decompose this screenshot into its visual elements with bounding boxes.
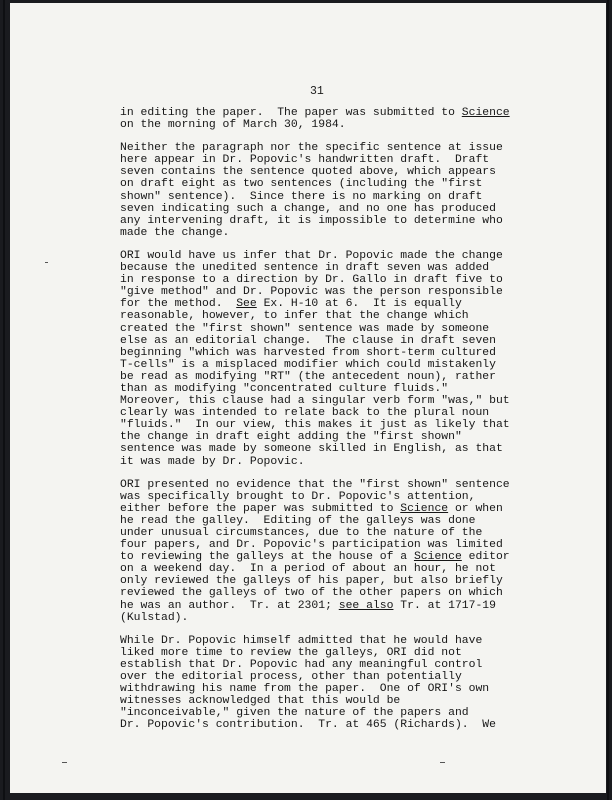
text-line: ORI would have us infer that Dr. Popovic made the change [120,249,503,262]
text-line: under unusual circumstances, due to the nature of the [120,527,483,539]
text-line: made the change. [120,226,230,239]
text-line: (Kulstad). [120,611,189,624]
text-line: because the unedited sentence in draft seven was added [120,262,490,275]
text-line: seven contains the sentence quoted above, which appears [120,166,496,179]
text-line: witnesses acknowledged that this would be [120,695,401,708]
text-line: four papers, and Dr. Popovic's participation was limited [120,539,503,552]
text-line: he read the galley. Editing of the galleys was done [120,514,476,527]
paragraph-3 [120,250,550,468]
text-line: withdrawing his name from the paper. One of ORI's own [120,683,490,696]
page-number: 31 [310,85,324,98]
text-line: Dr. Popovic's contribution. Tr. at 465 (Richards). We [120,719,496,732]
text-line: on the morning of March 30, 1984. [120,119,346,132]
text-line: "inconceivable," given the nature of the papers and [120,707,469,720]
text-run: either before the paper was submitted to [120,502,401,515]
text-line: beginning "which was harvested from short-term cultured [120,346,496,359]
scan-speck [45,262,48,263]
citation-see-also: see also [338,599,394,612]
citation-science: Science [413,551,462,564]
paragraph-1 [120,107,550,131]
text-line: on draft eight as two sentences (including the "first [120,178,483,191]
text-run: Ex. H-10 at 6. It is equally [256,298,462,311]
citation-see: See [236,298,257,311]
text-line: sentence was made by someone skilled in English, as that [120,443,503,456]
text-line [120,551,550,563]
text-line: seven indicating such a change, and no one has produced [120,202,496,215]
paragraph-5 [120,635,550,732]
text-line [120,503,550,515]
text-line: the change in draft eight adding the "first shown" [120,431,462,444]
text-line: "fluids." In our view, this makes it just as likely that [120,419,510,432]
text-line [120,600,550,612]
text-line: ORI presented no evidence that the "first shown" sentence [120,478,510,491]
text-line: Moreover, this clause had a singular verb form "was," but [120,395,510,408]
text-line: reasonable, however, to infer that the change which [120,310,469,323]
text-line [120,298,550,310]
text-line: over the editorial process, other than potentially [120,671,462,684]
text-line: created the "first shown" sentence was made by someone [120,322,490,335]
text-line: shown" sentence). Since there is no marking on draft [120,190,483,203]
text-line: "give method" and Dr. Popovic was the person responsible [120,286,503,299]
document-body [120,107,550,743]
text-line: else as an editorial change. The clause in draft seven [120,334,496,347]
text-line: any intervening draft, it is impossible to determine who [120,214,503,227]
scan-right-edge [607,0,609,800]
text-run: to reviewing the galleys at the house of a [120,551,414,564]
paragraph-4 [120,479,550,624]
text-line: reviewed the galleys of two of the other papers on which [120,587,503,600]
text-line: liked more time to review the galleys, ORI did not [120,646,462,659]
paragraph-2 [120,142,550,239]
text-line: was specifically brought to Dr. Popovic's attention, [120,490,476,503]
text-run: in editing the paper. The paper was submitted to [120,107,462,119]
text-line: in response to a direction by Dr. Gallo in draft five to [120,274,503,287]
text-line: it was made by Dr. Popovic. [120,455,305,468]
text-line: here appear in Dr. Popovic's handwritten draft. Draft [120,154,490,167]
scan-speck [62,762,67,763]
text-line [120,107,550,119]
text-line: Neither the paragraph nor the specific sentence at issue [120,142,503,155]
text-line: establish that Dr. Popovic had any meaningful control [120,658,483,671]
text-line: on a weekend day. In a period of about an hour, he not [120,563,496,576]
text-line: While Dr. Popovic himself admitted that he would have [120,634,483,647]
text-run: editor [461,551,510,564]
text-run: for the method. [120,298,237,311]
text-line: be read as modifying "RT" (the antecedent noun), rather [120,370,496,383]
text-line: T-cells" is a misplaced modifier which could mistakenly [120,358,496,371]
text-run: Tr. at 1717-19 [393,599,496,612]
text-line: clearly was intended to relate back to the plural noun [120,407,490,420]
citation-science: Science [461,107,510,119]
text-run: or when [448,502,503,515]
text-line: only reviewed the galleys of his paper, but also briefly [120,575,503,588]
scan-left-edge [3,0,5,800]
text-run: he was an author. Tr. at 2301; [120,599,339,612]
citation-science: Science [400,502,449,515]
scan-speck [440,762,445,763]
text-line: than as modifying "concentrated culture fluids." [120,382,449,395]
